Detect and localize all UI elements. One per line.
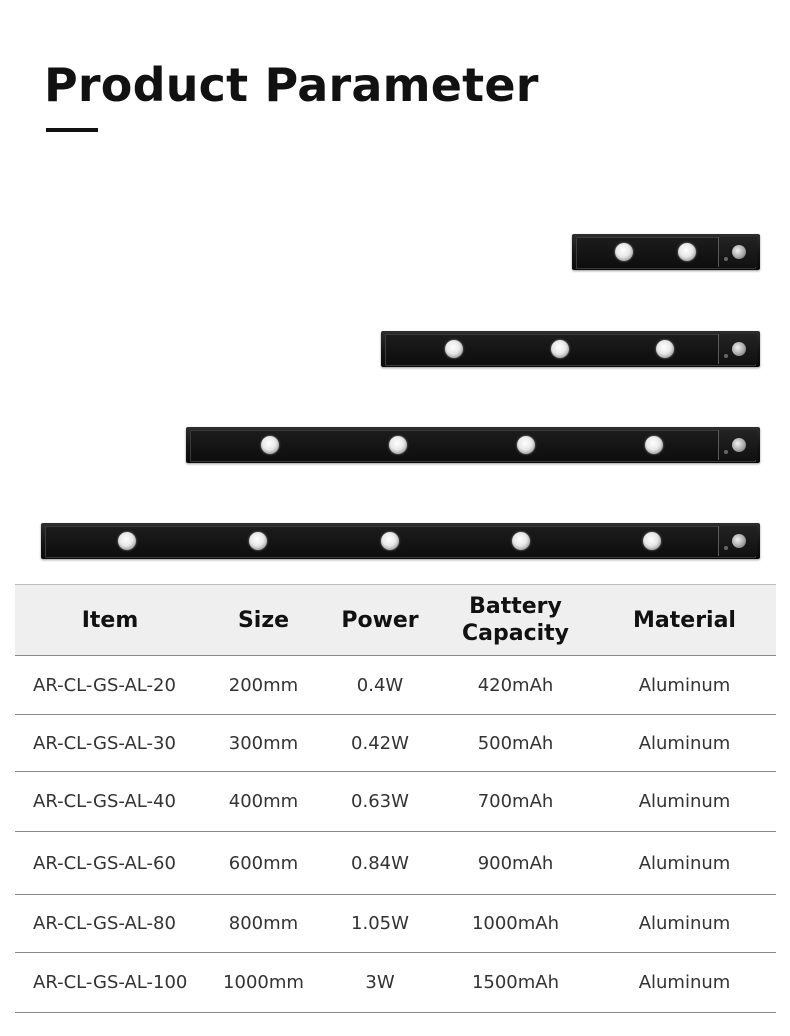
sensor-end-cap xyxy=(718,430,757,460)
table-row xyxy=(15,832,776,895)
cell-battery-capacity: 420mAh xyxy=(438,656,593,715)
motion-sensor-icon xyxy=(732,342,746,356)
indicator-dot xyxy=(724,257,728,261)
motion-sensor-icon xyxy=(732,438,746,452)
table-row xyxy=(15,953,776,1013)
light-bar-small xyxy=(572,234,760,270)
cell-power: 0.4W xyxy=(322,656,438,715)
column-header-material: Material xyxy=(593,585,776,656)
cell-item: AR-CL-GS-AL-80 xyxy=(15,895,205,953)
led-lamp xyxy=(118,532,136,550)
led-lamp xyxy=(615,243,633,261)
cell-material: Aluminum xyxy=(593,895,776,953)
cell-size: 400mm xyxy=(205,772,322,832)
cell-item: AR-CL-GS-AL-30 xyxy=(15,715,205,772)
cell-battery-capacity: 500mAh xyxy=(438,715,593,772)
led-lamp xyxy=(678,243,696,261)
cell-battery-capacity: 1000mAh xyxy=(438,895,593,953)
sensor-end-cap xyxy=(718,334,757,364)
column-header-battery-capacity xyxy=(438,585,593,656)
cell-power: 0.42W xyxy=(322,715,438,772)
light-bar-xlarge xyxy=(41,523,760,559)
cell-power: 3W xyxy=(322,953,438,1013)
parameter-table xyxy=(15,584,776,1013)
led-lamp xyxy=(445,340,463,358)
table-header-row xyxy=(15,585,776,656)
column-header-size: Size xyxy=(205,585,322,656)
table-row xyxy=(15,715,776,772)
cell-battery-capacity: 1500mAh xyxy=(438,953,593,1013)
cell-material: Aluminum xyxy=(593,953,776,1013)
battery-header-line2: Capacity xyxy=(461,621,570,646)
cell-size: 300mm xyxy=(205,715,322,772)
cell-power: 0.63W xyxy=(322,772,438,832)
cell-item: AR-CL-GS-AL-60 xyxy=(15,832,205,895)
cell-size: 200mm xyxy=(205,656,322,715)
table-row xyxy=(15,772,776,832)
cell-size: 600mm xyxy=(205,832,322,895)
led-lamp xyxy=(381,532,399,550)
light-bar-medium xyxy=(381,331,760,367)
motion-sensor-icon xyxy=(732,534,746,548)
cell-power: 0.84W xyxy=(322,832,438,895)
cell-material: Aluminum xyxy=(593,772,776,832)
bar-body xyxy=(385,334,756,366)
led-lamp xyxy=(512,532,530,550)
cell-material: Aluminum xyxy=(593,656,776,715)
led-lamp xyxy=(517,436,535,454)
indicator-dot xyxy=(724,354,728,358)
led-lamp xyxy=(249,532,267,550)
led-lamp xyxy=(261,436,279,454)
led-lamp xyxy=(645,436,663,454)
cell-size: 800mm xyxy=(205,895,322,953)
cell-item: AR-CL-GS-AL-40 xyxy=(15,772,205,832)
cell-material: Aluminum xyxy=(593,832,776,895)
table-row xyxy=(15,895,776,953)
column-header-power: Power xyxy=(322,585,438,656)
column-header-item: Item xyxy=(15,585,205,656)
cell-power: 1.05W xyxy=(322,895,438,953)
table-row xyxy=(15,656,776,715)
led-lamp xyxy=(551,340,569,358)
sensor-end-cap xyxy=(718,237,757,267)
motion-sensor-icon xyxy=(732,245,746,259)
page-title: Product Parameter xyxy=(44,58,539,112)
battery-header-line1: Battery xyxy=(469,594,562,619)
cell-battery-capacity: 700mAh xyxy=(438,772,593,832)
light-bar-large xyxy=(186,427,760,463)
cell-size: 1000mm xyxy=(205,953,322,1013)
indicator-dot xyxy=(724,546,728,550)
led-lamp xyxy=(389,436,407,454)
indicator-dot xyxy=(724,450,728,454)
cell-material: Aluminum xyxy=(593,715,776,772)
cell-item: AR-CL-GS-AL-100 xyxy=(15,953,205,1013)
cell-item: AR-CL-GS-AL-20 xyxy=(15,656,205,715)
cell-battery-capacity: 900mAh xyxy=(438,832,593,895)
sensor-end-cap xyxy=(718,526,757,556)
